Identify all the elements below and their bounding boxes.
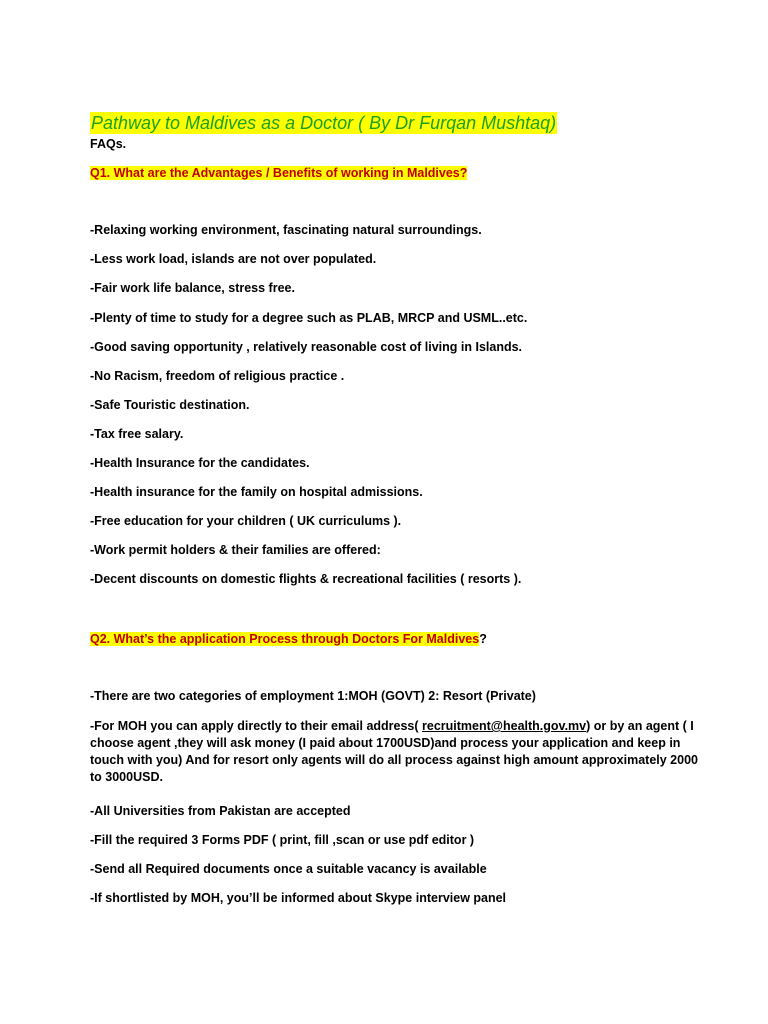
- list-item: -Safe Touristic destination.: [90, 398, 250, 412]
- list-item: -If shortlisted by MOH, you’ll be informed about Skype interview panel: [90, 891, 507, 905]
- list-item: -Relaxing working environment, fascinating natural surroundings.: [90, 223, 482, 237]
- question-2-text: Q2. What’s the application Process through Doctors For Maldives: [90, 632, 480, 646]
- list-item: -Fair work life balance, stress free.: [90, 281, 295, 295]
- list-item: -Plenty of time to study for a degree such as PLAB, MRCP and USML..etc.: [90, 311, 528, 325]
- list-item: -Health insurance for the family on hospital admissions.: [90, 485, 423, 499]
- document-title: Pathway to Maldives as a Doctor ( By Dr Furqan Mushtaq): [91, 113, 557, 133]
- list-item: -All Universities from Pakistan are accepted: [90, 804, 351, 818]
- question-1: [90, 165, 467, 182]
- list-item: -Health Insurance for the candidates.: [90, 456, 310, 470]
- moh-text-after: ) or by an agent ( I choose agent ,they will ask money (I paid about 1700USD)and process your application and keep in touch with you) And for resort only agents will do all process against high amount approximately 2000 to 3000USD.: [90, 719, 698, 784]
- list-item: -Fill the required 3 Forms PDF ( print, fill ,scan or use pdf editor ): [90, 833, 475, 847]
- recruitment-email-link[interactable]: recruitment@health.gov.mv: [422, 719, 587, 733]
- question-1-text: Q1. What are the Advantages / Benefits of working in Maldives?: [90, 166, 468, 180]
- moh-text-before: -For MOH you can apply directly to their email address(: [90, 719, 423, 733]
- list-item: -There are two categories of employment 1:MOH (GOVT) 2: Resort (Private): [90, 689, 536, 703]
- list-item: -No Racism, freedom of religious practice .: [90, 369, 345, 383]
- list-item: -Good saving opportunity , relatively reasonable cost of living in Islands.: [90, 340, 523, 354]
- list-item: -Free education for your children ( UK curriculums ).: [90, 514, 402, 528]
- list-item: -Work permit holders & their families are offered:: [90, 543, 381, 557]
- list-item: -Less work load, islands are not over populated.: [90, 252, 377, 266]
- question-2: [90, 631, 487, 648]
- list-item: -Tax free salary.: [90, 427, 184, 441]
- list-item: -Decent discounts on domestic flights & recreational facilities ( resorts ).: [90, 572, 522, 586]
- faqs-label: FAQs.: [90, 137, 127, 151]
- list-item: -Send all Required documents once a suitable vacancy is available: [90, 862, 487, 876]
- question-2-mark: ?: [479, 632, 487, 646]
- moh-paragraph: [90, 718, 700, 786]
